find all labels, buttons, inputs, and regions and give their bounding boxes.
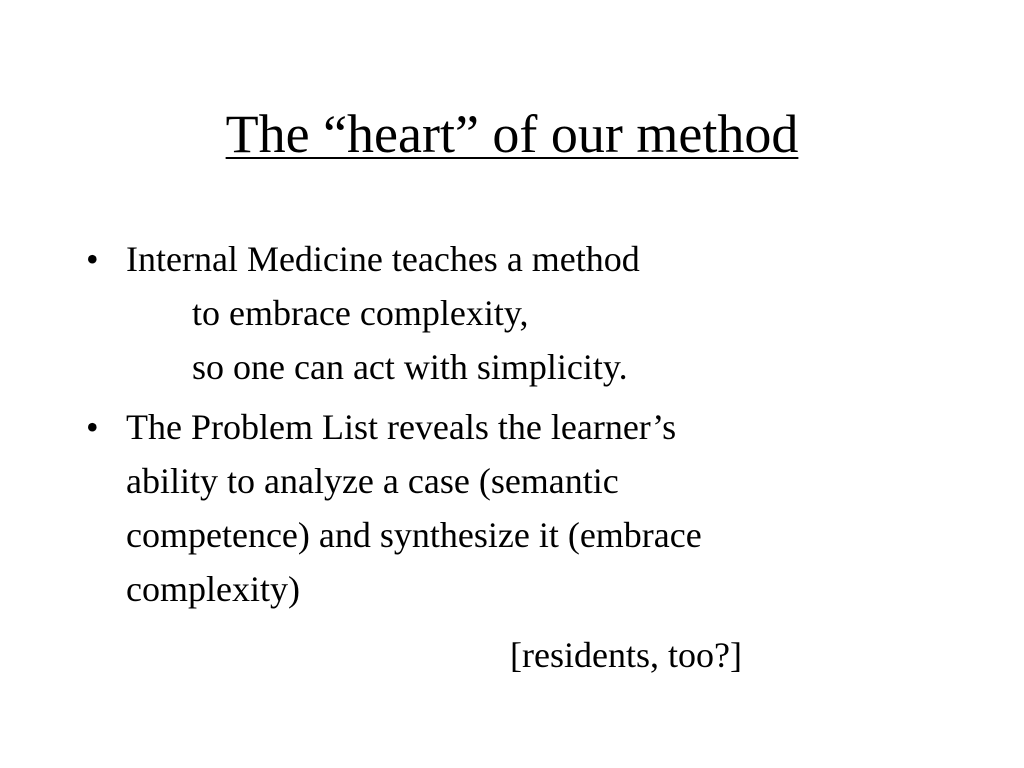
- bullet-item: [86, 232, 986, 394]
- slide-title-text: The “heart” of our method: [225, 104, 799, 164]
- bullet-line: The Problem List reveals the learner’s: [126, 407, 677, 447]
- bullet-line: Internal Medicine teaches a method: [126, 239, 640, 279]
- residents-note: [residents, too?]: [510, 635, 742, 675]
- bullet-line: to embrace complexity,: [192, 293, 529, 333]
- bullet-line: complexity): [126, 569, 300, 609]
- bullet-icon: •: [86, 239, 99, 279]
- bullet-line: so one can act with simplicity.: [192, 347, 628, 387]
- bullet-line: ability to analyze a case (semantic: [126, 461, 619, 501]
- slide-title: [0, 98, 1024, 170]
- bullet-line: competence) and synthesize it (embrace: [126, 515, 702, 555]
- bullet-item: [86, 400, 986, 616]
- bullet-icon: •: [86, 407, 99, 447]
- bullet-list: [86, 232, 986, 616]
